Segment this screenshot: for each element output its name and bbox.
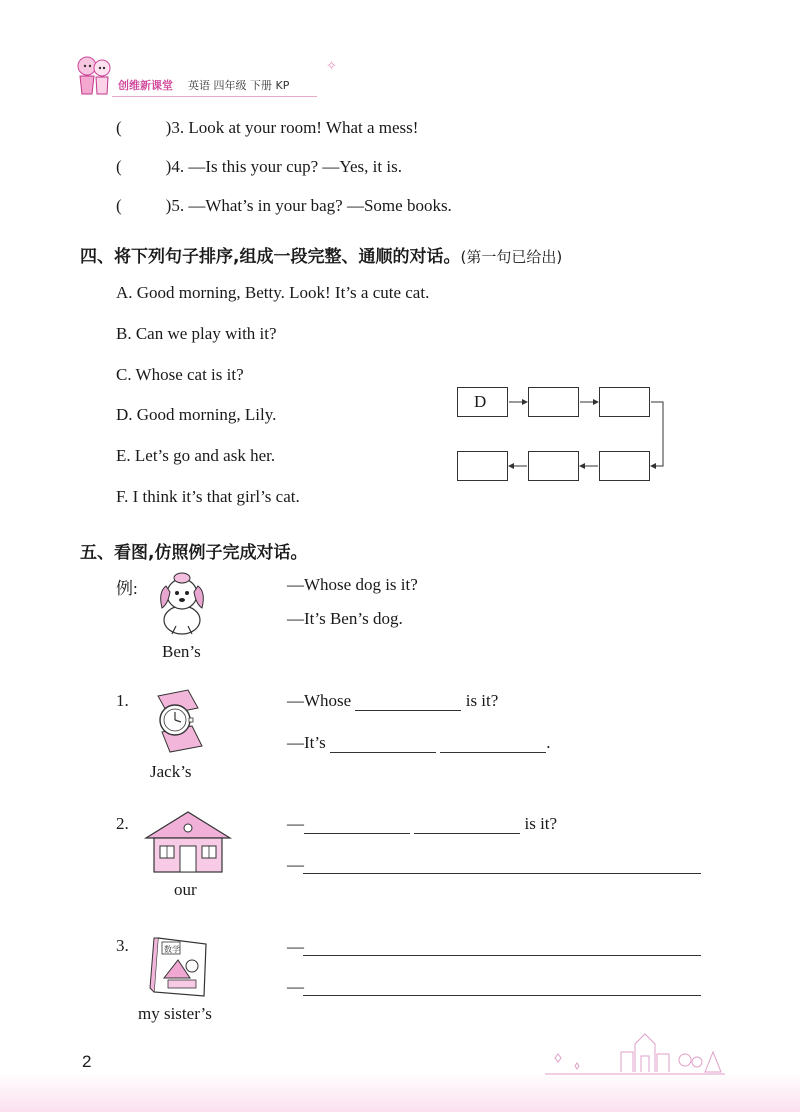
question-prefix: — xyxy=(287,814,304,833)
header-mascot xyxy=(72,52,116,100)
item-2-answer-dash: — xyxy=(287,855,304,874)
item-text: 5. —What’s in your bag? —Some books. xyxy=(171,196,452,215)
answer-paren-open: ( xyxy=(116,196,122,215)
dog-icon xyxy=(152,570,212,638)
answer-period: . xyxy=(546,733,551,752)
item-3-caption: my sister’s xyxy=(138,1004,212,1023)
example-answer: —It’s Ben’s dog. xyxy=(287,609,403,628)
question-suffix: is it? xyxy=(465,691,499,710)
item-2-number: 2. xyxy=(116,814,129,833)
answer-blank[interactable] xyxy=(304,815,410,834)
star-icon: ✧ xyxy=(326,58,337,73)
answer-paren-close: ) xyxy=(165,118,172,137)
book-title: 数学 xyxy=(164,945,180,954)
option-f: F. I think it’s that girl’s cat. xyxy=(116,487,300,506)
item-2-question xyxy=(287,814,557,834)
watch-icon xyxy=(148,688,208,754)
judgement-item-5 xyxy=(116,196,452,216)
house-icon xyxy=(142,808,234,876)
item-1-answer xyxy=(287,733,550,753)
header-brand: 创维新课堂 xyxy=(118,79,173,92)
option-b: B. Can we play with it? xyxy=(116,324,277,343)
header-divider xyxy=(112,96,317,97)
item-1-question xyxy=(287,691,498,711)
answer-line[interactable] xyxy=(303,855,701,874)
header-info: 英语 四年级 下册 KP xyxy=(188,79,290,92)
arrow-3-4 xyxy=(651,402,663,466)
example-caption: Ben’s xyxy=(162,642,201,661)
answer-paren-open: ( xyxy=(116,157,122,176)
option-c: C. Whose cat is it? xyxy=(116,365,244,384)
section5-title: 五、看图,仿照例子完成对话。 xyxy=(80,543,308,563)
answer-blank[interactable] xyxy=(414,815,520,834)
answer-paren-close: ) xyxy=(165,196,172,215)
book-icon xyxy=(144,934,218,1000)
example-label: 例: xyxy=(116,579,138,598)
answer-blank[interactable] xyxy=(440,734,546,753)
order-box-1: D xyxy=(457,387,508,417)
answer-blank[interactable] xyxy=(330,734,436,753)
answer-line[interactable] xyxy=(303,977,701,996)
item-3-line1-dash: — xyxy=(287,937,304,956)
item-3-line2-dash: — xyxy=(287,977,304,996)
item-text: 3. Look at your room! What a mess! xyxy=(171,118,419,137)
section4-heading: 四、将下列句子排序,组成一段完整、通顺的对话。 xyxy=(80,247,461,267)
question-prefix: —Whose xyxy=(287,691,352,710)
item-text: 4. —Is this your cup? —Yes, it is. xyxy=(171,157,402,176)
answer-blank[interactable] xyxy=(355,692,461,711)
page-number: 2 xyxy=(82,1052,92,1071)
answer-prefix: —It’s xyxy=(287,733,326,752)
example-question: —Whose dog is it? xyxy=(287,575,418,594)
judgement-item-3 xyxy=(116,118,418,138)
option-d: D. Good morning, Lily. xyxy=(116,405,277,424)
castle-icon xyxy=(545,1022,725,1078)
order-arrows xyxy=(500,395,680,475)
item-3-number: 3. xyxy=(116,936,129,955)
answer-paren-close: ) xyxy=(165,157,172,176)
section4-note: (第一句已给出) xyxy=(460,248,563,266)
option-e: E. Let’s go and ask her. xyxy=(116,446,276,465)
answer-line[interactable] xyxy=(303,937,701,956)
option-a: A. Good morning, Betty. Look! It’s a cute cat. xyxy=(116,283,430,302)
item-2-caption: our xyxy=(174,880,197,899)
item-1-caption: Jack’s xyxy=(150,762,192,781)
answer-paren-open: ( xyxy=(116,118,122,137)
item-1-number: 1. xyxy=(116,691,129,710)
judgement-item-4 xyxy=(116,157,402,177)
question-suffix: is it? xyxy=(524,814,558,833)
section4-title xyxy=(80,242,562,267)
